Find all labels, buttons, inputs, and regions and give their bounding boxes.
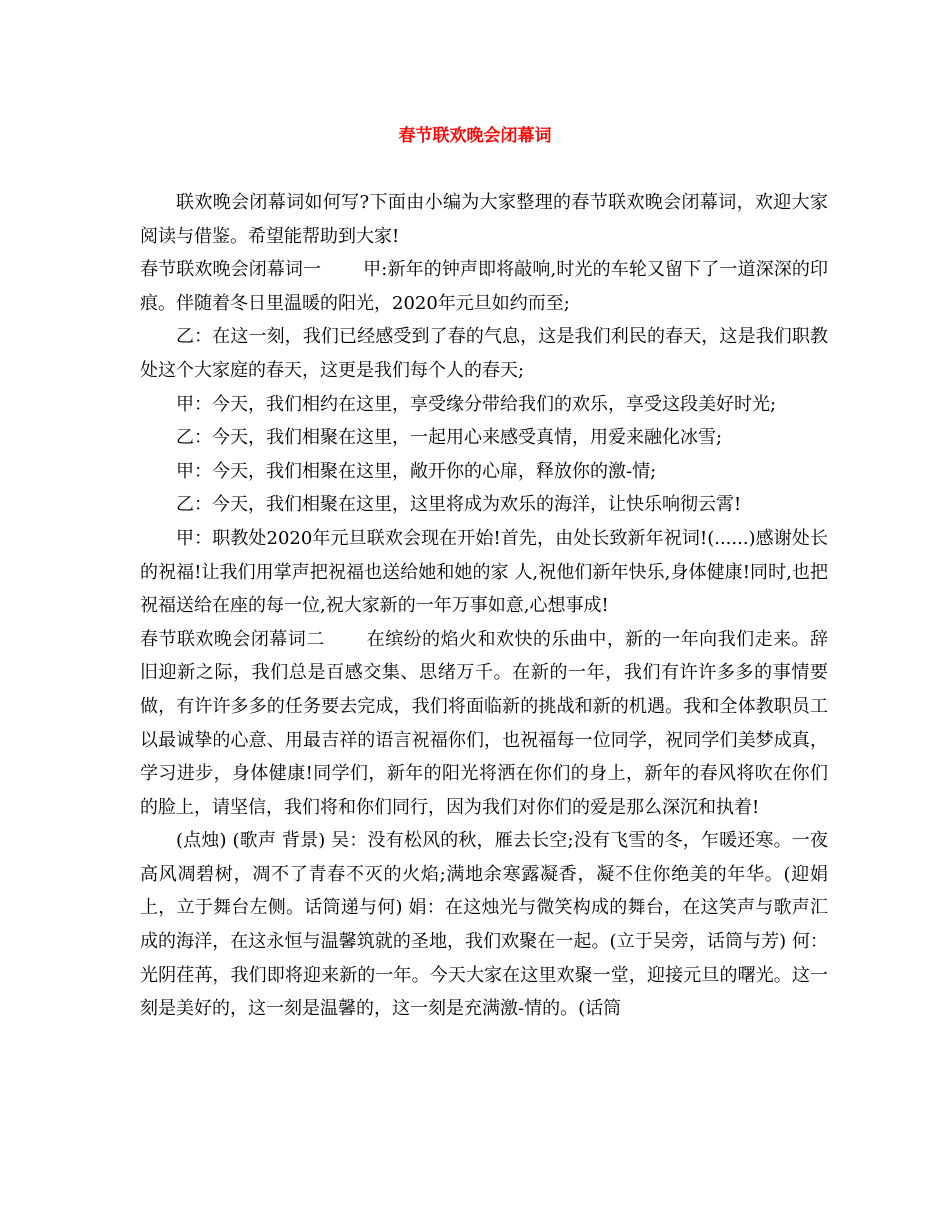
dialogue-paragraph: 甲：职教处2020年元旦联欢会现在开始!首先，由处长致新年祝词!(......)感谢处长的祝福!让我们用掌声把祝福也送给她和她的家 人,祝他们新年快乐,身体健康!同时,也把祝福送给在座的每一位,祝大家新的一年万事如意,心想事成! [140,527,828,617]
intro-paragraph: 联欢晚会闭幕词如何写?下面由小编为大家整理的春节联欢晚会闭幕词，欢迎大家阅读与借鉴。希望能帮助到大家! [140,192,828,247]
section-1-first-line: 甲:新年的钟声即将敲响,时光的车轮又留下了一道深深的印痕。伴随着冬日里温暖的阳光，2020年元旦如约而至; [140,259,828,314]
dialogue-paragraph: 甲：今天，我们相约在这里，享受缘分带给我们的欢乐，享受这段美好时光; [176,393,777,415]
dialogue-paragraph: 乙：今天，我们相聚在这里，一起用心来感受真情，用爱来融化冰雪; [176,427,723,449]
section-2-paragraph: (点烛) (歌声 背景) 吴：没有松风的秋，雁去长空;没有飞雪的冬，乍暖还寒。一夜高风凋碧树，凋不了青春不灭的火焰;满地余寒露凝香，凝不住你绝美的年华。(迎娟上，立于舞台左侧。话筒递与何) 娟：在这烛光与微笑构成的舞台，在这笑声与歌声汇成的海洋，在这永恒与温馨筑就的圣地，我们欢聚在一起。(立于吴旁，话筒与芳) 何：光阴荏苒，我们即将迎来新的一年。今天大家在这里欢聚一堂，迎接元旦的曙光。这一刻是美好的，这一刻是温馨的，这一刻是充满激-情的。(话筒 [140,830,828,1020]
section-2-first-paragraph: 在缤纷的焰火和欢快的乐曲中，新的一年向我们走来。辞旧迎新之际，我们总是百感交集、思绪万千。在新的一年，我们有许许多多的事情要做，有许许多多的任务要去完成，我们将面临新的挑战和新的机遇。我和全体教职员工以最诚挚的心意、用最吉祥的语言祝福你们，也祝福每一位同学，祝同学们美梦成真，学习进步，身体健康!同学们，新年的阳光将洒在你们的身上，新年的春风将吹在你们的脸上，请坚信，我们将和你们同行，因为我们对你们的爱是那么深沉和执着! [140,628,829,818]
dialogue-paragraph: 乙：今天，我们相聚在这里，这里将成为欢乐的海洋，让快乐响彻云霄! [176,494,742,516]
section-2-label: 春节联欢晚会闭幕词二 [140,628,325,650]
dialogue-paragraph: 乙：在这一刻，我们已经感受到了春的气息，这是我们利民的春天，这是我们职教处这个大家庭的春天，这更是我们每个人的春天; [140,326,828,381]
section-2-opening [140,623,828,825]
dialogue-paragraph: 甲：今天，我们相聚在这里，敞开你的心扉，释放你的激-情; [176,460,657,482]
document-title: 春节联欢晚会闭幕词 [398,126,552,146]
section-1-opening [140,253,828,320]
document-body [140,186,828,1026]
section-1-label: 春节联欢晚会闭幕词一 [140,259,322,281]
